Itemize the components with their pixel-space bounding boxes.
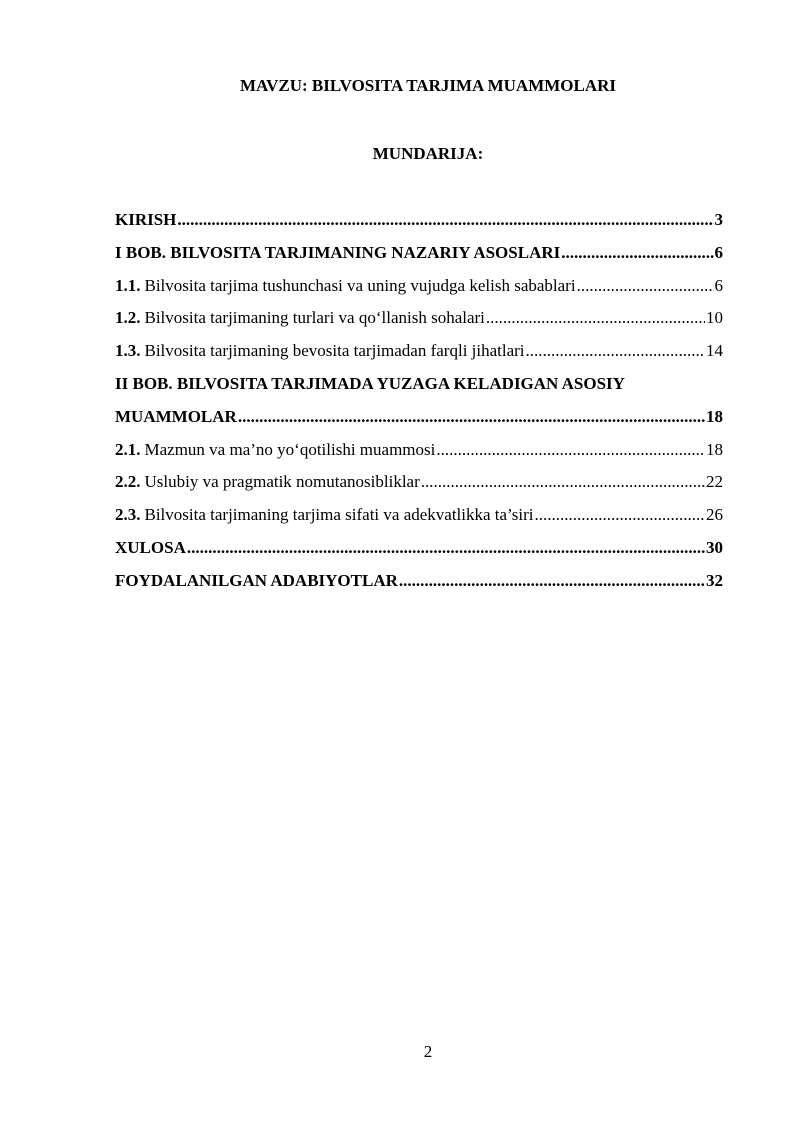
dot-leader: [486, 302, 705, 335]
toc-entry-section-1-2[interactable]: [115, 302, 723, 335]
topic-title: MAVZU: BILVOSITA TARJIMA MUAMMOLARI: [239, 76, 617, 95]
toc-entry-section-2-1[interactable]: [115, 434, 723, 467]
toc-entry-title: FOYDALANILGAN ADABIYOTLAR: [115, 570, 398, 590]
toc-entry-title: Bilvosita tarjimaning tarjima sifati va adekvatlikka ta’siri: [144, 505, 534, 525]
toc-entry-chapter-1[interactable]: [115, 237, 723, 270]
toc-entry-number: 2.3.: [115, 505, 141, 525]
toc-entry-page: 18: [706, 406, 723, 426]
toc-entry-page: 6: [714, 242, 723, 262]
toc-entry-chapter-2-line-1[interactable]: [115, 368, 723, 401]
toc-entry-title: II BOB. BILVOSITA TARJIMADA YUZAGA KELADIGAN ASOSIY: [115, 373, 625, 393]
toc-entry-title: Bilvosita tarjimaning turlari va qo‘llanish sohalari: [144, 308, 485, 328]
toc-entry-section-2-3[interactable]: [115, 499, 723, 532]
toc-entry-number: 1.2.: [115, 308, 141, 328]
toc-entry-section-1-3[interactable]: [115, 335, 723, 368]
toc-entry-title: Bilvosita tarjima tushunchasi va uning vujudga kelish sabablari: [144, 275, 576, 295]
toc-entry-page: 10: [706, 308, 723, 328]
dot-leader: [399, 565, 705, 598]
dot-leader: [526, 335, 705, 368]
toc-entry-adabiyotlar[interactable]: [115, 565, 723, 598]
toc-entry-section-2-2[interactable]: [115, 466, 723, 499]
toc-entry-chapter-2-line-2[interactable]: [115, 401, 723, 434]
toc-entry-page: 22: [706, 472, 723, 492]
dot-leader: [177, 204, 713, 237]
toc-entry-page: 30: [706, 537, 723, 557]
dot-leader: [535, 499, 705, 532]
toc-entry-title: Uslubiy va pragmatik nomutanosibliklar: [144, 472, 420, 492]
toc-entry-page: 6: [714, 275, 723, 295]
toc-entry-xulosa[interactable]: [115, 532, 723, 565]
toc-entry-title: Bilvosita tarjimaning bevosita tarjimadan farqli jihatlari: [144, 341, 525, 361]
toc-entry-title: XULOSA: [115, 537, 186, 557]
dot-leader: [421, 466, 705, 499]
toc-entry-title: KIRISH: [115, 210, 177, 229]
toc-entry-page: 26: [706, 505, 723, 525]
toc-entry-title: MUAMMOLAR: [115, 406, 237, 426]
toc-entry-kirish[interactable]: [115, 204, 723, 237]
toc-entry-page: 14: [706, 341, 723, 361]
page-number: 2: [423, 1042, 433, 1061]
dot-leader: [187, 532, 705, 565]
toc-entry-number: 1.1.: [115, 275, 141, 295]
dot-leader: [238, 401, 705, 434]
toc-entry-page: 3: [714, 210, 723, 229]
toc-entry-page: 18: [706, 439, 723, 459]
dot-leader: [436, 434, 705, 467]
toc-entry-title: I BOB. BILVOSITA TARJIMANING NAZARIY ASOSLARI: [115, 242, 561, 262]
dot-leader: [561, 237, 713, 270]
toc-entry-number: 1.3.: [115, 341, 141, 361]
toc-entry-number: 2.1.: [115, 439, 141, 459]
toc-entry-page: 32: [706, 570, 723, 590]
toc-entry-number: 2.2.: [115, 472, 141, 492]
dot-leader: [577, 270, 714, 303]
toc-heading: MUNDARIJA:: [372, 144, 484, 163]
table-of-contents: [115, 204, 723, 598]
toc-entry-section-1-1[interactable]: [115, 270, 723, 303]
toc-entry-title: Mazmun va ma’no yo‘qotilishi muammosi: [144, 439, 436, 459]
